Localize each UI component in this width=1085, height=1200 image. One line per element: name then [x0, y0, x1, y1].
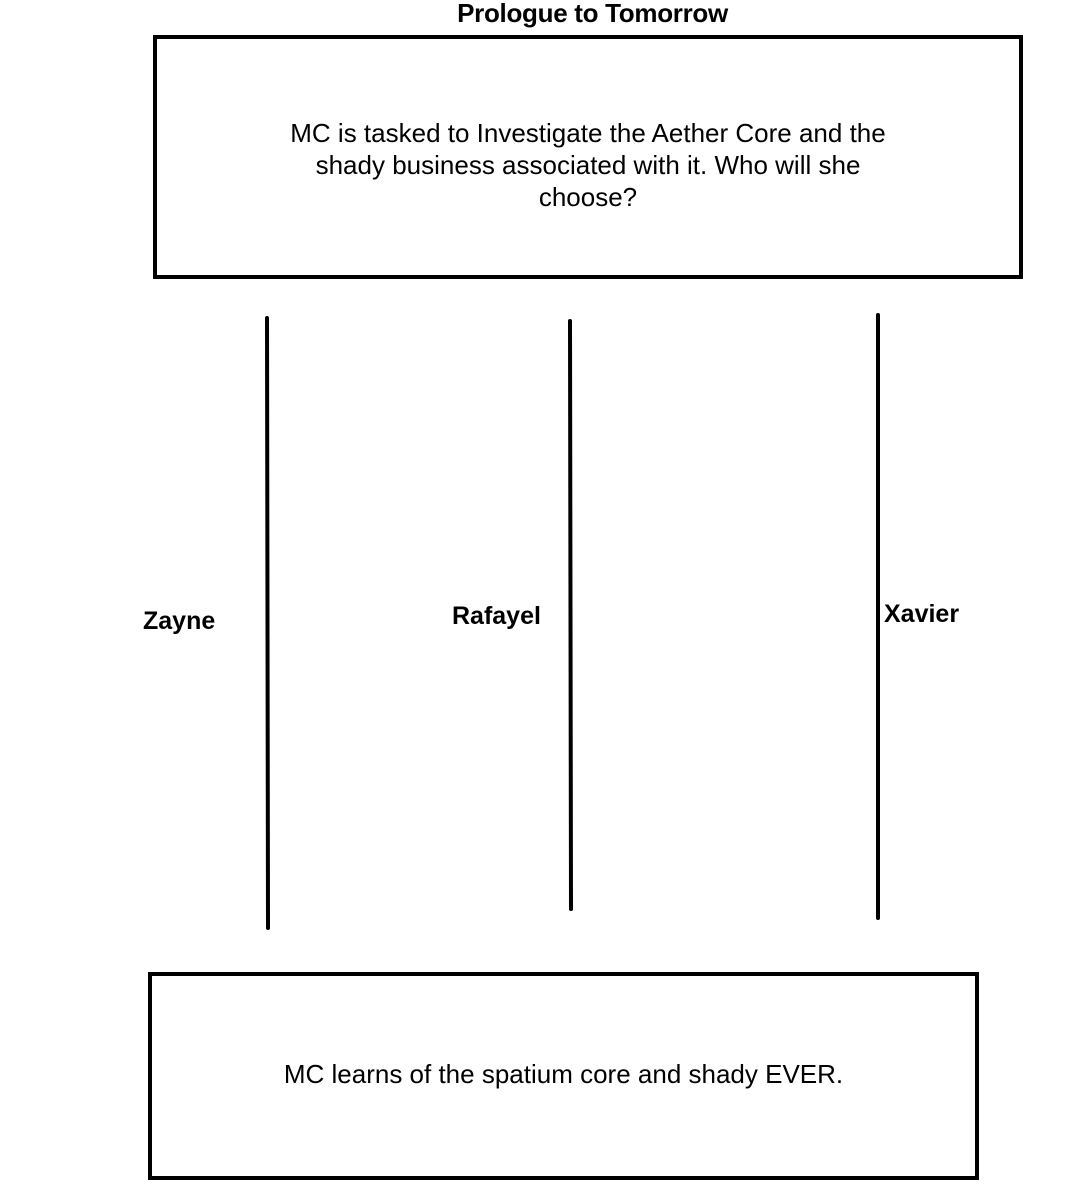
- end-node-box: [148, 972, 979, 1180]
- branch-label-xavier: Xavier: [884, 600, 960, 628]
- branch-line-rafayel: [570, 321, 571, 909]
- branch-label-zayne: Zayne: [143, 607, 216, 635]
- start-node-text: MC is tasked to Investigate the Aether Core and the shady business associated with it. Who will she choose?: [290, 118, 886, 212]
- branch-line-zayne: [267, 318, 268, 928]
- end-node-text: MC learns of the spatium core and shady EVER.: [283, 1059, 844, 1089]
- diagram-title: Prologue to Tomorrow: [457, 0, 728, 28]
- branch-label-rafayel: Rafayel: [452, 602, 541, 630]
